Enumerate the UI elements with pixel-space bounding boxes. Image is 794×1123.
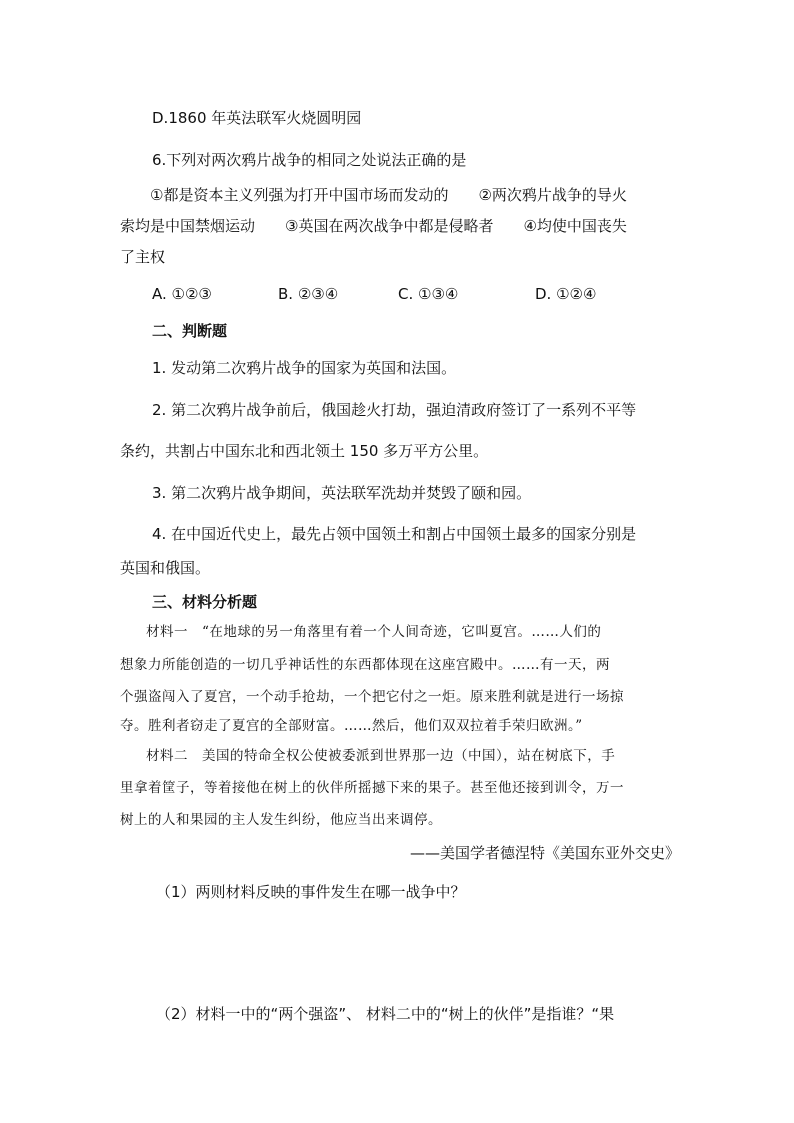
material-1-line2: 想象力所能创造的一切几乎神话性的东西都体现在这座宫殿中。……有一天，两 [120, 657, 610, 673]
sub-question-2: （2）材料一中的“两个强盗”、 材料二中的“树上的伙伴”是指谁？“果 [156, 1005, 615, 1023]
judgment-item-2-line1: 2. 第二次鸦片战争前后，俄国趁火打劫，强迫清政府签订了一系列不平等 [152, 401, 637, 419]
judgment-item-4-line2: 英国和俄国。 [120, 559, 211, 577]
material-1-line4: 夺。胜利者窃走了夏宫的全部财富。……然后，他们双双拉着手荣归欧洲。” [120, 718, 583, 734]
material-1-line1: 材料一 “在地球的另一角落里有着一个人间奇迹，它叫夏宫。……人们的 [146, 624, 602, 640]
previous-option-d: D.1860 年英法联军火烧圆明园 [152, 109, 362, 127]
question-6-text-line1: ①都是资本主义列强为打开中国市场而发动的 ②两次鸦片战争的导火 [150, 186, 627, 204]
judgment-item-3: 3. 第二次鸦片战争期间，英法联军洗劫并焚毁了颐和园。 [152, 484, 532, 502]
section-2-heading: 二、判断题 [152, 322, 228, 340]
material-2-line3: 树上的人和果园的主人发生纠纷，他应当出来调停。 [120, 812, 442, 828]
sub-question-1: （1）两则材料反映的事件发生在哪一战争中？ [156, 883, 466, 901]
question-6-option-d: D. ①②④ [535, 285, 597, 303]
judgment-item-2-line2: 条约，共割占中国东北和西北领土 150 多万平方公里。 [120, 442, 489, 460]
question-6-option-c: C. ①③④ [398, 285, 459, 303]
judgment-item-1: 1. 发动第二次鸦片战争的国家为英国和法国。 [152, 359, 457, 377]
question-6-option-b: B. ②③④ [278, 285, 339, 303]
question-6-text-line3: 了主权 [120, 248, 166, 266]
section-3-heading: 三、材料分析题 [152, 593, 258, 611]
judgment-item-4-line1: 4. 在中国近代史上，最先占领中国领土和割占中国领土最多的国家分别是 [152, 525, 637, 543]
material-source: ——美国学者德涅特《美国东亚外交史》 [409, 844, 680, 862]
material-1-line3: 个强盗闯入了夏宫，一个动手抢劫，一个把它付之一炬。原来胜利就是进行一场掠 [120, 689, 624, 705]
material-2-line1: 材料二 美国的特命全权公使被委派到世界那一边（中国），站在树底下，手 [146, 748, 616, 764]
question-6-text-line2: 索均是中国禁烟运动 ③英国在两次战争中都是侵略者 ④均使中国丧失 [120, 217, 627, 235]
question-6-stem: 6.下列对两次鸦片战争的相同之处说法正确的是 [152, 151, 467, 169]
question-6-option-a: A. ①②③ [152, 285, 212, 303]
material-2-line2: 里拿着筐子，等着接他在树上的伙伴所摇撼下来的果子。甚至他还接到训令，万一 [120, 780, 624, 796]
